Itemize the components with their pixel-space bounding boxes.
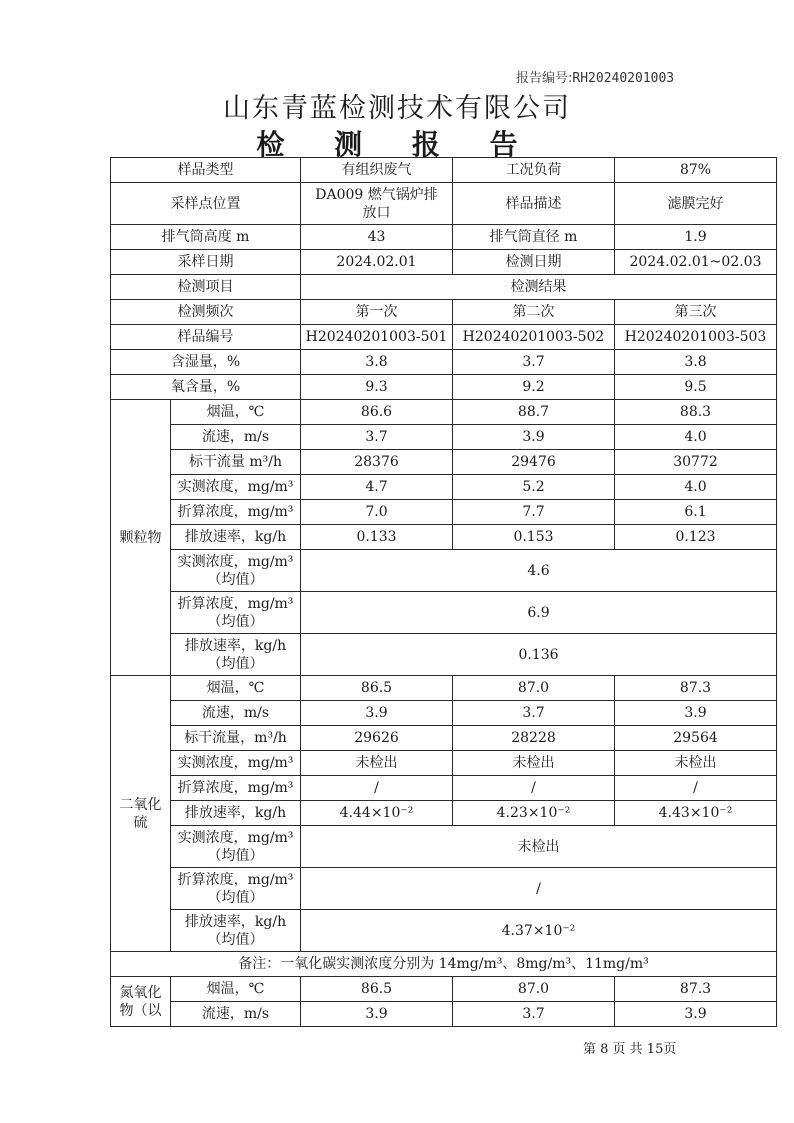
pm-rate-2: 0.153 [453,525,615,550]
table-row [111,375,777,400]
so2-speed-label: 流速，m/s [171,701,301,726]
pm-temp-1: 86.6 [301,400,453,425]
oxygen-3: 9.5 [615,375,777,400]
so2-conv-label: 折算浓度，mg/m³ [171,776,301,801]
table-row [111,183,777,225]
page-footer: 第 8 页 共 15页 [583,1042,677,1057]
freq-2: 第二次 [453,300,615,325]
table-row [111,826,777,868]
nox-temp-label: 烟温，℃ [171,977,301,1002]
table-row [111,910,777,952]
table-row [111,1002,777,1027]
so2-speed-1: 3.9 [301,701,453,726]
pm-temp-label: 烟温，℃ [171,400,301,425]
pm-rate-1: 0.133 [301,525,453,550]
so2-conv-2: / [453,776,615,801]
table-row [111,225,777,250]
pm-avg-rate-value: 0.136 [301,634,777,676]
table-row [111,275,777,300]
so2-speed-2: 3.7 [453,701,615,726]
pm-temp-2: 88.7 [453,400,615,425]
table-row [111,300,777,325]
so2-avg-rate-label: 排放速率，kg/h （均值） [171,910,301,952]
oxygen-2: 9.2 [453,375,615,400]
test-results-table [110,157,777,1027]
sample-type-value: 有组织废气 [301,158,453,183]
so2-group-label: 二氧化 硫 [111,676,171,952]
so2-avg-conv-value: / [301,868,777,910]
pm-flow-label: 标干流量 m³/h [171,450,301,475]
table-row [111,592,777,634]
table-row [111,400,777,425]
moisture-2: 3.7 [453,350,615,375]
pm-flow-1: 28376 [301,450,453,475]
stack-diameter-value: 1.9 [615,225,777,250]
moisture-3: 3.8 [615,350,777,375]
location-label: 采样点位置 [111,183,301,225]
nox-temp-2: 87.0 [453,977,615,1002]
so2-rate-2: 4.23×10⁻² [453,801,615,826]
report-title: 检 测 报 告 [256,128,538,161]
load-label: 工况负荷 [453,158,615,183]
pm-avg-conv-value: 6.9 [301,592,777,634]
so2-avg-conc-label: 实测浓度，mg/m³ （均值） [171,826,301,868]
stack-diameter-label: 排气筒直径 m [453,225,615,250]
so2-conv-1: / [301,776,453,801]
table-row [111,525,777,550]
sample-no-label: 样品编号 [111,325,301,350]
note-row: 备注：一氧化碳实测浓度分别为 14mg/m³、8mg/m³、11mg/m³ [111,952,777,977]
stack-height-value: 43 [301,225,453,250]
pm-rate-label: 排放速率，kg/h [171,525,301,550]
oxygen-1: 9.3 [301,375,453,400]
pm-flow-3: 30772 [615,450,777,475]
freq-label: 检测频次 [111,300,301,325]
so2-conc-3: 未检出 [615,751,777,776]
freq-1: 第一次 [301,300,453,325]
sample-date-label: 采样日期 [111,250,301,275]
load-value: 87% [615,158,777,183]
nox-speed-3: 3.9 [615,1002,777,1027]
so2-avg-conv-label: 折算浓度，mg/m³ （均值） [171,868,301,910]
so2-conc-label: 实测浓度，mg/m³ [171,751,301,776]
so2-avg-conc-value: 未检出 [301,826,777,868]
nox-speed-label: 流速，m/s [171,1002,301,1027]
table-row [111,158,777,183]
so2-conc-2: 未检出 [453,751,615,776]
pm-avg-conc-value: 4.6 [301,550,777,592]
table-row [111,500,777,525]
table-row [111,450,777,475]
so2-flow-3: 29564 [615,726,777,751]
desc-label: 样品描述 [453,183,615,225]
moisture-label: 含湿量，% [111,350,301,375]
pm-avg-rate-label: 排放速率，kg/h （均值） [171,634,301,676]
stack-height-label: 排气筒高度 m [111,225,301,250]
sample-date-value: 2024.02.01 [301,250,453,275]
sample-no-1: H20240201003-501 [301,325,453,350]
table-row [111,325,777,350]
nox-temp-3: 87.3 [615,977,777,1002]
test-date-value: 2024.02.01~02.03 [615,250,777,275]
so2-speed-3: 3.9 [615,701,777,726]
table-row [111,701,777,726]
table-row [111,801,777,826]
pm-conv-3: 6.1 [615,500,777,525]
so2-rate-1: 4.44×10⁻² [301,801,453,826]
desc-value: 滤膜完好 [615,183,777,225]
so2-conc-1: 未检出 [301,751,453,776]
nox-group-label: 氮氧化 物（以 [111,977,171,1027]
pm-conc-1: 4.7 [301,475,453,500]
table-row [111,776,777,801]
sample-type-label: 样品类型 [111,158,301,183]
report-number: 报告编号:RH20240201003 [516,71,675,86]
table-row [111,977,777,1002]
so2-flow-2: 28228 [453,726,615,751]
location-value: DA009 燃气锅炉排 放口 [301,183,453,225]
pm-conv-label: 折算浓度，mg/m³ [171,500,301,525]
oxygen-label: 氧含量，% [111,375,301,400]
company-name: 山东青蓝检测技术有限公司 [223,93,571,124]
item-label: 检测项目 [111,275,301,300]
table-row [111,676,777,701]
pm-flow-2: 29476 [453,450,615,475]
so2-temp-2: 87.0 [453,676,615,701]
freq-3: 第三次 [615,300,777,325]
table-row [111,726,777,751]
pm-conv-1: 7.0 [301,500,453,525]
pm-conc-label: 实测浓度，mg/m³ [171,475,301,500]
nox-speed-2: 3.7 [453,1002,615,1027]
pm-conc-3: 4.0 [615,475,777,500]
pm-temp-3: 88.3 [615,400,777,425]
pm-conv-2: 7.7 [453,500,615,525]
so2-temp-label: 烟温，℃ [171,676,301,701]
pm-rate-3: 0.123 [615,525,777,550]
sample-no-3: H20240201003-503 [615,325,777,350]
so2-temp-3: 87.3 [615,676,777,701]
pm-group-label: 颗粒物 [111,400,171,676]
so2-rate-3: 4.43×10⁻² [615,801,777,826]
table-row [111,952,777,977]
so2-flow-label: 标干流量，m³/h [171,726,301,751]
table-row [111,425,777,450]
pm-speed-1: 3.7 [301,425,453,450]
pm-conc-2: 5.2 [453,475,615,500]
table-row [111,250,777,275]
result-label: 检测结果 [301,275,777,300]
moisture-1: 3.8 [301,350,453,375]
table-row [111,475,777,500]
nox-temp-1: 86.5 [301,977,453,1002]
pm-speed-3: 4.0 [615,425,777,450]
sample-no-2: H20240201003-502 [453,325,615,350]
pm-speed-label: 流速，m/s [171,425,301,450]
so2-conv-3: / [615,776,777,801]
table-row [111,868,777,910]
pm-avg-conc-label: 实测浓度，mg/m³ （均值） [171,550,301,592]
table-row [111,751,777,776]
nox-speed-1: 3.9 [301,1002,453,1027]
test-date-label: 检测日期 [453,250,615,275]
table-row [111,634,777,676]
pm-speed-2: 3.9 [453,425,615,450]
so2-temp-1: 86.5 [301,676,453,701]
so2-flow-1: 29626 [301,726,453,751]
table-row [111,350,777,375]
table-row [111,550,777,592]
so2-avg-rate-value: 4.37×10⁻² [301,910,777,952]
pm-avg-conv-label: 折算浓度，mg/m³ （均值） [171,592,301,634]
so2-rate-label: 排放速率，kg/h [171,801,301,826]
